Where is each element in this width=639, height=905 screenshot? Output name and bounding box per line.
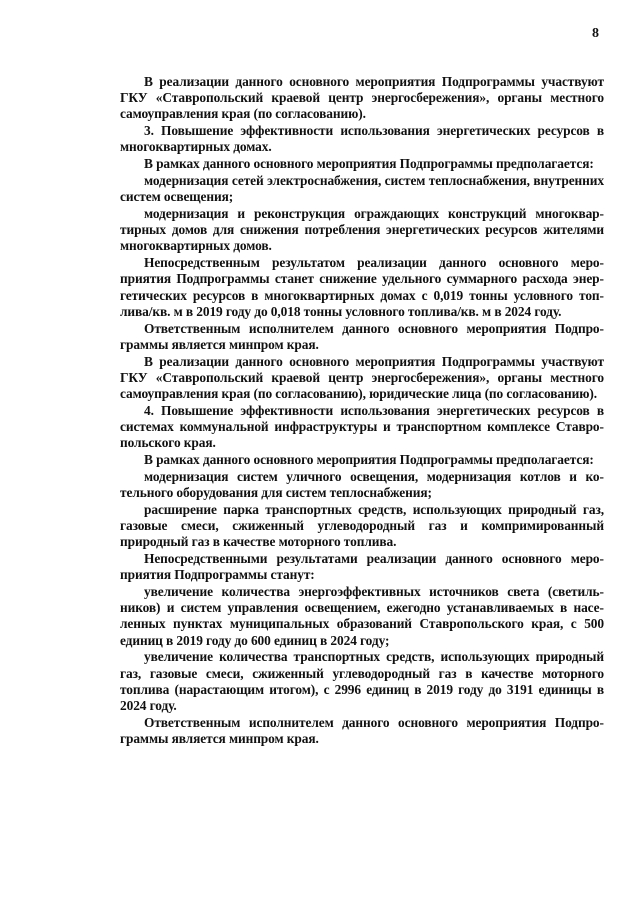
- body-text: [120, 74, 604, 748]
- paragraph: В реализации данного основного мероприятия Подпрограммы участвуют ГКУ «Ставропольский краевой центр энергосбережения», органы местного самоуправления края (по согласованию).: [120, 74, 604, 122]
- paragraph: 4. Повышение эффективности использования энергетических ресурсов в системах коммунальной инфраструктуры и транспортном комплексе Ставропольского края.: [120, 402, 604, 451]
- paragraph: В рамках данного основного мероприятия Подпрограммы предполагается:: [144, 156, 594, 172]
- paragraph: Непосредственными результатами реализации данного основного мероприятия Подпрограммы станут:: [120, 551, 604, 583]
- paragraph: 3. Повышение эффективности использования энергетических ресурсов в многоквартирных домах.: [120, 123, 604, 155]
- paragraph: модернизация и реконструкция ограждающих конструкций многоквартирных домов для снижения потребления энергетических ресурсов жителями многоквартирных домов.: [120, 206, 604, 254]
- paragraph: увеличение количества транспортных средств, использующих природный газ, газовые смеси, сжиженный углеводородный газ в качестве моторного топлива (нарастающим итогом), с 2996 единиц в 2019 году до 3191 единицы в 2024 году.: [120, 649, 604, 714]
- paragraph: Ответственным исполнителем данного основного мероприятия Подпрограммы является минпром края.: [120, 320, 604, 352]
- paragraph: Непосредственным результатом реализации данного основного мероприятия Подпрограммы станет снижение удельного суммарного расхода энергетических ресурсов в многоквартирных домах с 0,019 тонны условного топлива/кв. м в 2019 году до 0,018 тонны условного топлива/кв. м в 2024 году.: [120, 255, 604, 319]
- page-number: 8: [592, 26, 599, 41]
- paragraph: Ответственным исполнителем данного основного мероприятия Подпрограммы является минпром края.: [120, 714, 604, 747]
- paragraph: модернизация сетей электроснабжения, систем теплоснабжения, внутренних систем освещения;: [120, 173, 604, 205]
- paragraph: расширение парка транспортных средств, использующих природный газ, газовые смеси, сжиженный углеводородный газ и компримированный природный газ в качестве моторного топлива.: [120, 501, 604, 550]
- paragraph: увеличение количества энергоэффективных источников света (светильников) и систем управления освещением, ежегодно устанавливаемых в населенных пунктах муниципальных образований Ставропольского края, с 500 единиц в 2019 году до 600 единиц в 2024 году;: [120, 584, 604, 648]
- paragraph: В реализации данного основного мероприятия Подпрограммы участвуют ГКУ «Ставропольский краевой центр энергосбережения», органы местного самоуправления края (по согласованию), юридические лица (по согласованию).: [120, 353, 604, 402]
- paragraph: В рамках данного основного мероприятия Подпрограммы предполагается:: [144, 452, 594, 468]
- paragraph: модернизация систем уличного освещения, модернизация котлов и котельного оборудования для систем теплоснабжения;: [120, 468, 604, 501]
